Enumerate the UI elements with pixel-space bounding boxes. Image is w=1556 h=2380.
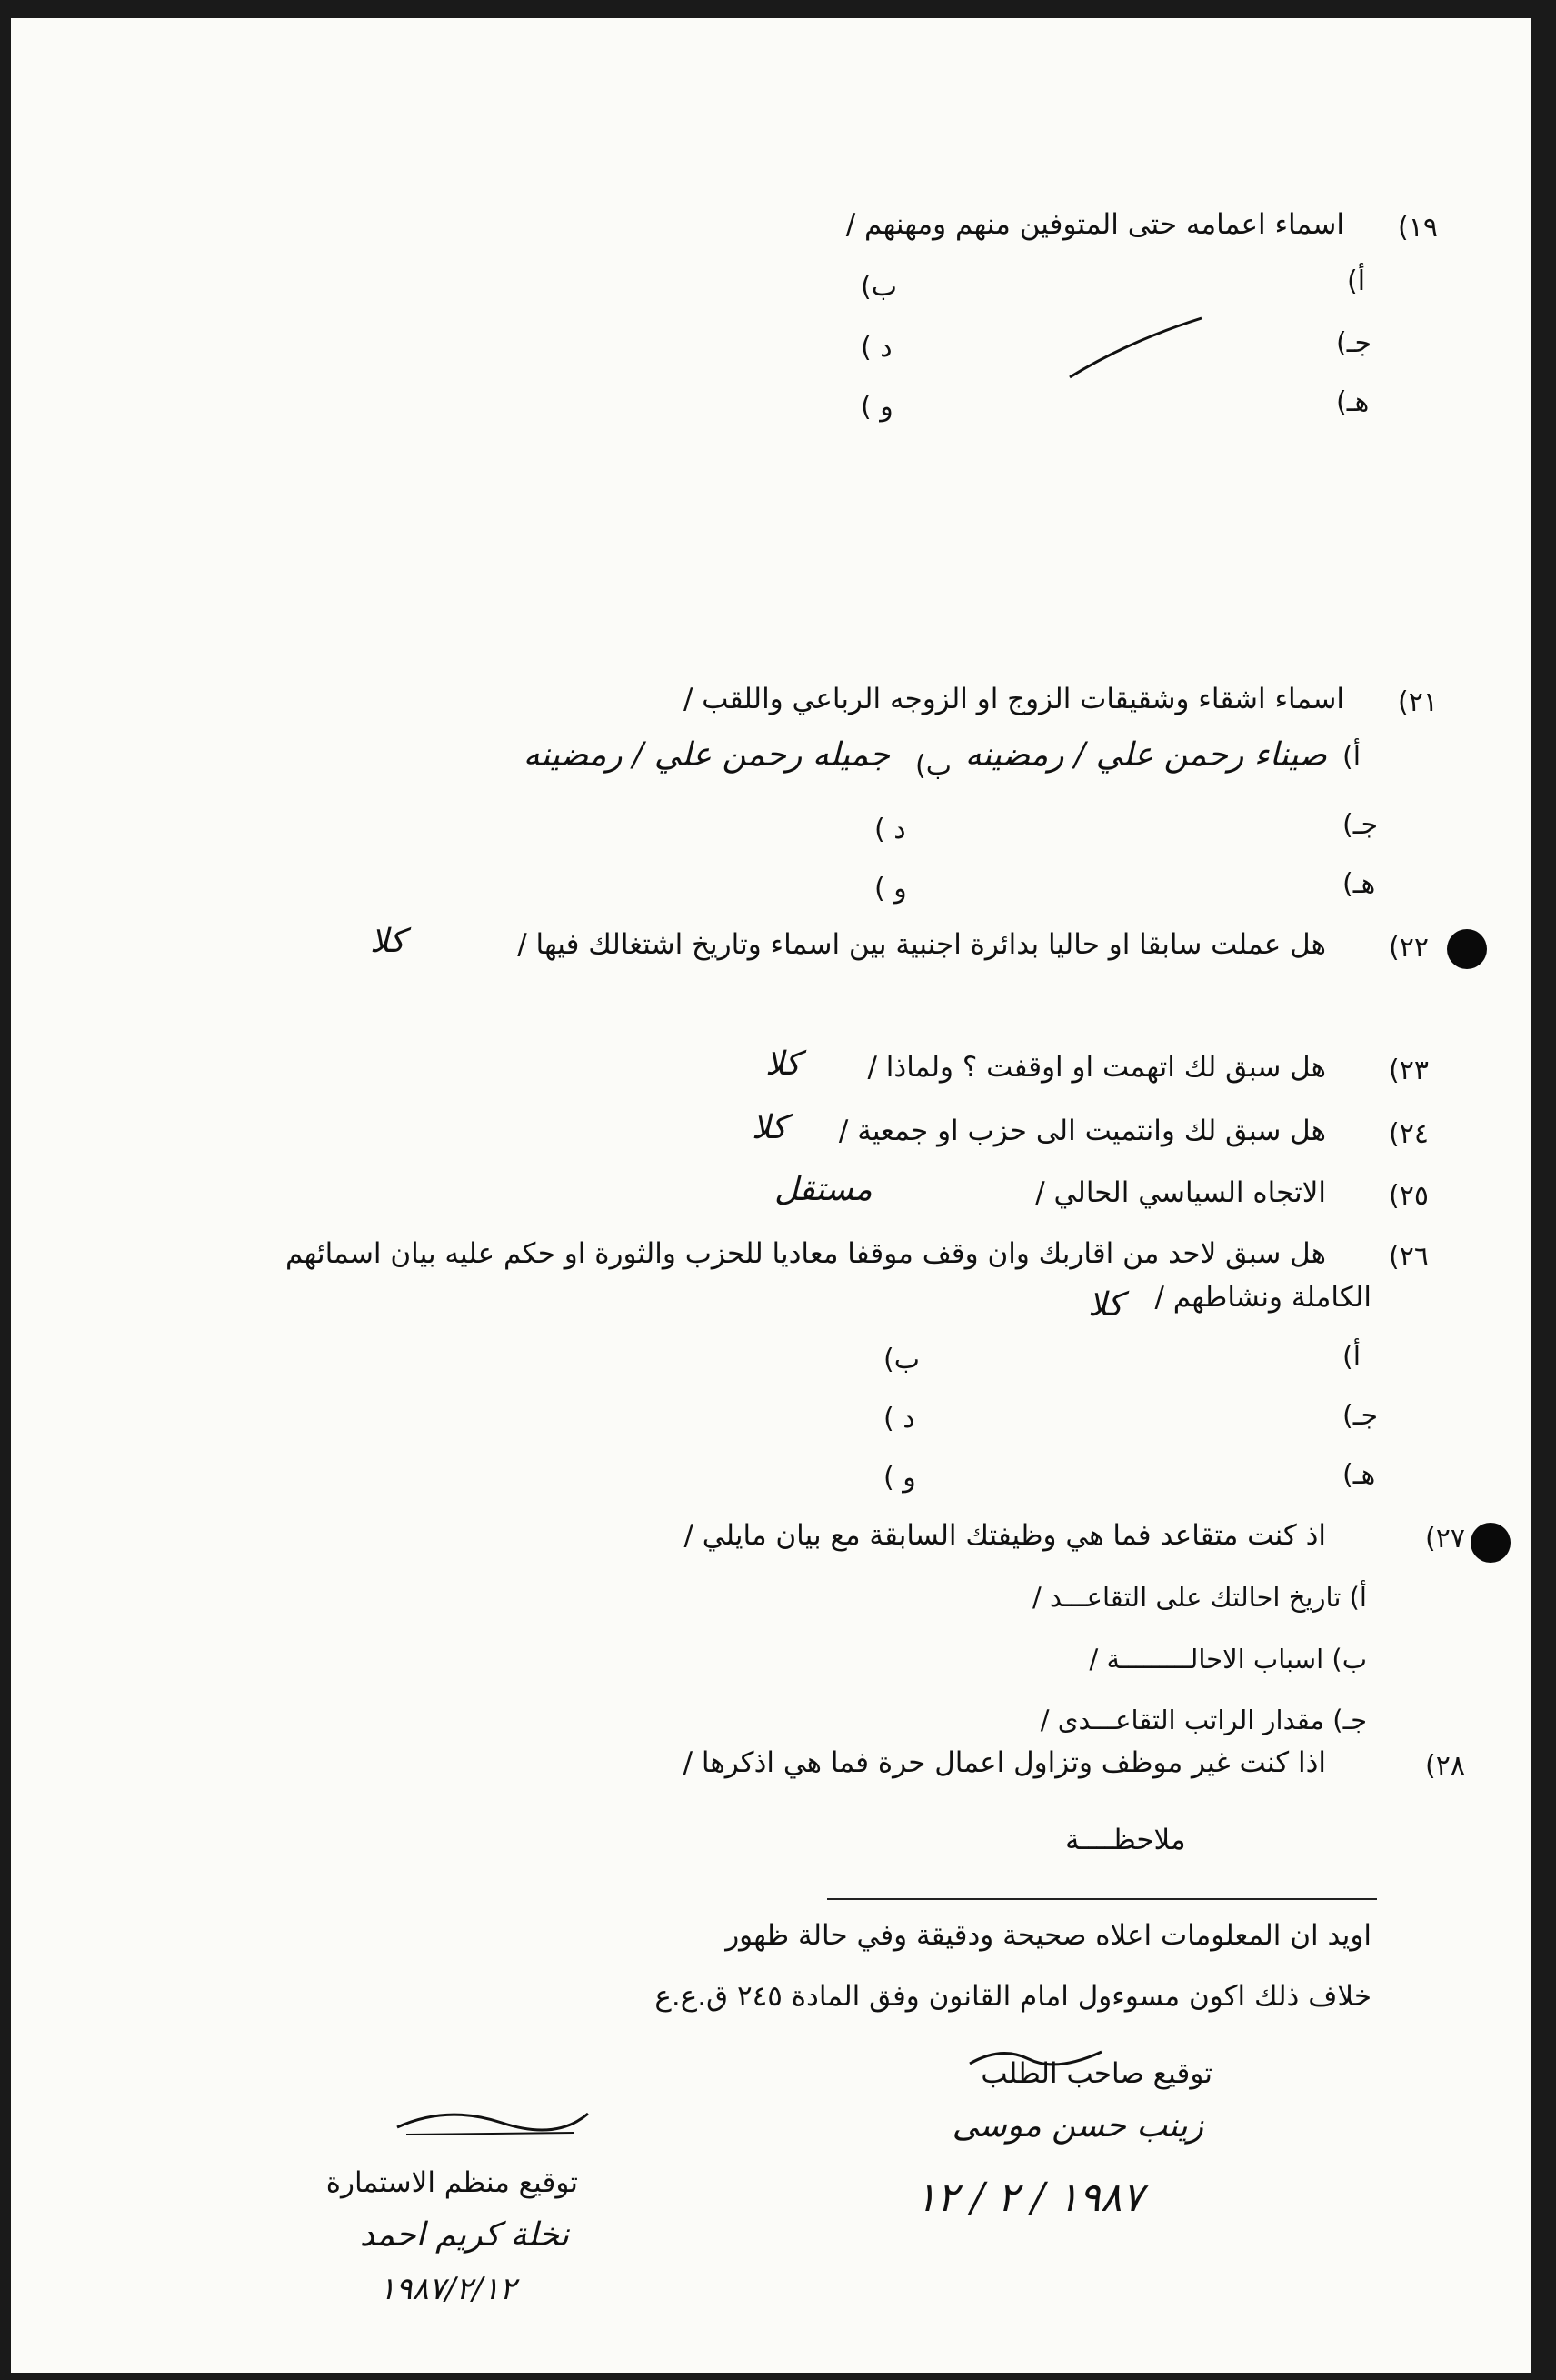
q26-text-line1: هل سبق لاحد من اقاربك وان وقف موقفا معاديا للحزب والثورة او حكم عليه بيان اسمائهم: [285, 1237, 1326, 1270]
q19-opt-d: د ): [861, 332, 893, 364]
q27-b: ب) اسباب الاحالـــــــــة /: [1089, 1644, 1367, 1675]
q28-number: ٢٨): [1425, 1750, 1465, 1782]
q21-opt-c: جـ): [1342, 809, 1379, 841]
organizer-date: ١٩٨٧/٢/١٢: [379, 2271, 516, 2307]
punch-hole: [1447, 929, 1487, 969]
q22-text: هل عملت سابقا او حاليا بدائرة اجنبية بين اسماء وتاريخ اشتغالك فيها /: [517, 928, 1326, 961]
q24-number: ٢٤): [1389, 1118, 1429, 1150]
applicant-date: ١٩٨٧ / ٢ / ١٢: [915, 2175, 1144, 2221]
q26-opt-d: د ): [883, 1403, 915, 1435]
q26-opt-a: أ): [1342, 1341, 1362, 1373]
q27-text: اذ كنت متقاعد فما هي وظيفتك السابقة مع بيان مايلي /: [683, 1519, 1326, 1552]
q26-opt-c: جـ): [1342, 1400, 1379, 1432]
q19-opt-c: جـ): [1336, 327, 1372, 359]
q23-answer: كلا: [765, 1045, 801, 1083]
q19-opt-a: أ): [1347, 265, 1366, 297]
q26-text-line2: الكاملة ونشاطهم /: [1154, 1281, 1371, 1314]
declaration-line1: اويد ان المعلومات اعلاه صحيحة ودقيقة وفي حالة ظهور: [725, 1919, 1371, 1952]
q26-opt-f: و ): [883, 1462, 916, 1494]
q26-number: ٢٦): [1389, 1241, 1429, 1273]
punch-hole: [1471, 1523, 1511, 1563]
organizer-signature-scribble: [393, 2100, 593, 2141]
q21-opt-b: ب): [915, 750, 952, 782]
note-label: ملاحظــــة: [1065, 1824, 1186, 1856]
q22-number: ٢٢): [1389, 932, 1429, 964]
q21-opt-f: و ): [874, 873, 907, 905]
applicant-signature-label: توقيع صاحب الطلب: [981, 2057, 1212, 2090]
form-page: [11, 18, 1531, 2373]
q27-c: جـ) مقدار الراتب التقاعـــدى /: [1040, 1705, 1367, 1735]
q21-b-answer: جميله رحمن علي / رمضينه: [523, 736, 890, 774]
q24-answer: كلا: [752, 1109, 787, 1146]
applicant-name: زينب حسن موسى: [952, 2107, 1203, 2145]
q25-answer: مستقل: [774, 1171, 873, 1208]
q19-opt-b: ب): [861, 271, 897, 303]
declaration-line2: خلاف ذلك اكون مسوءول امام القانون وفق المادة ٢٤٥ ق.ع.ع: [654, 1980, 1371, 2013]
q25-text: الاتجاه السياسي الحالي /: [1035, 1176, 1326, 1209]
q21-number: ٢١): [1398, 686, 1438, 718]
q21-a-answer: صيناء رحمن علي / رمضينه: [964, 736, 1327, 774]
q21-opt-a: أ): [1342, 741, 1362, 773]
q19-opt-e: هـ): [1336, 386, 1370, 418]
separator-line: [827, 1898, 1377, 1900]
organizer-signature-label: توقيع منظم الاستمارة: [325, 2166, 578, 2199]
q27-a: أ) تاريخ احالتك على التقاعـــد /: [1032, 1582, 1367, 1613]
q22-answer: كلا: [370, 923, 405, 960]
q21-opt-e: هـ): [1342, 868, 1376, 900]
q27-number: ٢٧): [1425, 1523, 1465, 1555]
cross-out-stroke: [1065, 314, 1211, 386]
q26-opt-e: هـ): [1342, 1459, 1376, 1491]
q26-answer: كلا: [1088, 1286, 1123, 1324]
q28-text: اذا كنت غير موظف وتزاول اعمال حرة فما هي اذكرها /: [683, 1746, 1326, 1779]
q23-number: ٢٣): [1389, 1055, 1429, 1086]
organizer-name: نخلة كريم احمد: [359, 2216, 569, 2254]
q21-text: اسماء اشقاء وشقيقات الزوج او الزوجه الرباعي واللقب /: [683, 683, 1344, 715]
q21-opt-d: د ): [874, 814, 906, 845]
q25-number: ٢٥): [1389, 1180, 1429, 1212]
q19-opt-f: و ): [861, 391, 893, 423]
q19-text: اسماء اعمامه حتى المتوفين منهم ومهنهم /: [845, 208, 1344, 241]
q24-text: هل سبق لك وانتميت الى حزب او جمعية /: [838, 1115, 1326, 1147]
q19-number: ١٩): [1398, 212, 1438, 244]
q26-opt-b: ب): [883, 1344, 920, 1375]
q23-text: هل سبق لك اتهمت او اوقفت ؟ ولماذا /: [867, 1051, 1326, 1084]
